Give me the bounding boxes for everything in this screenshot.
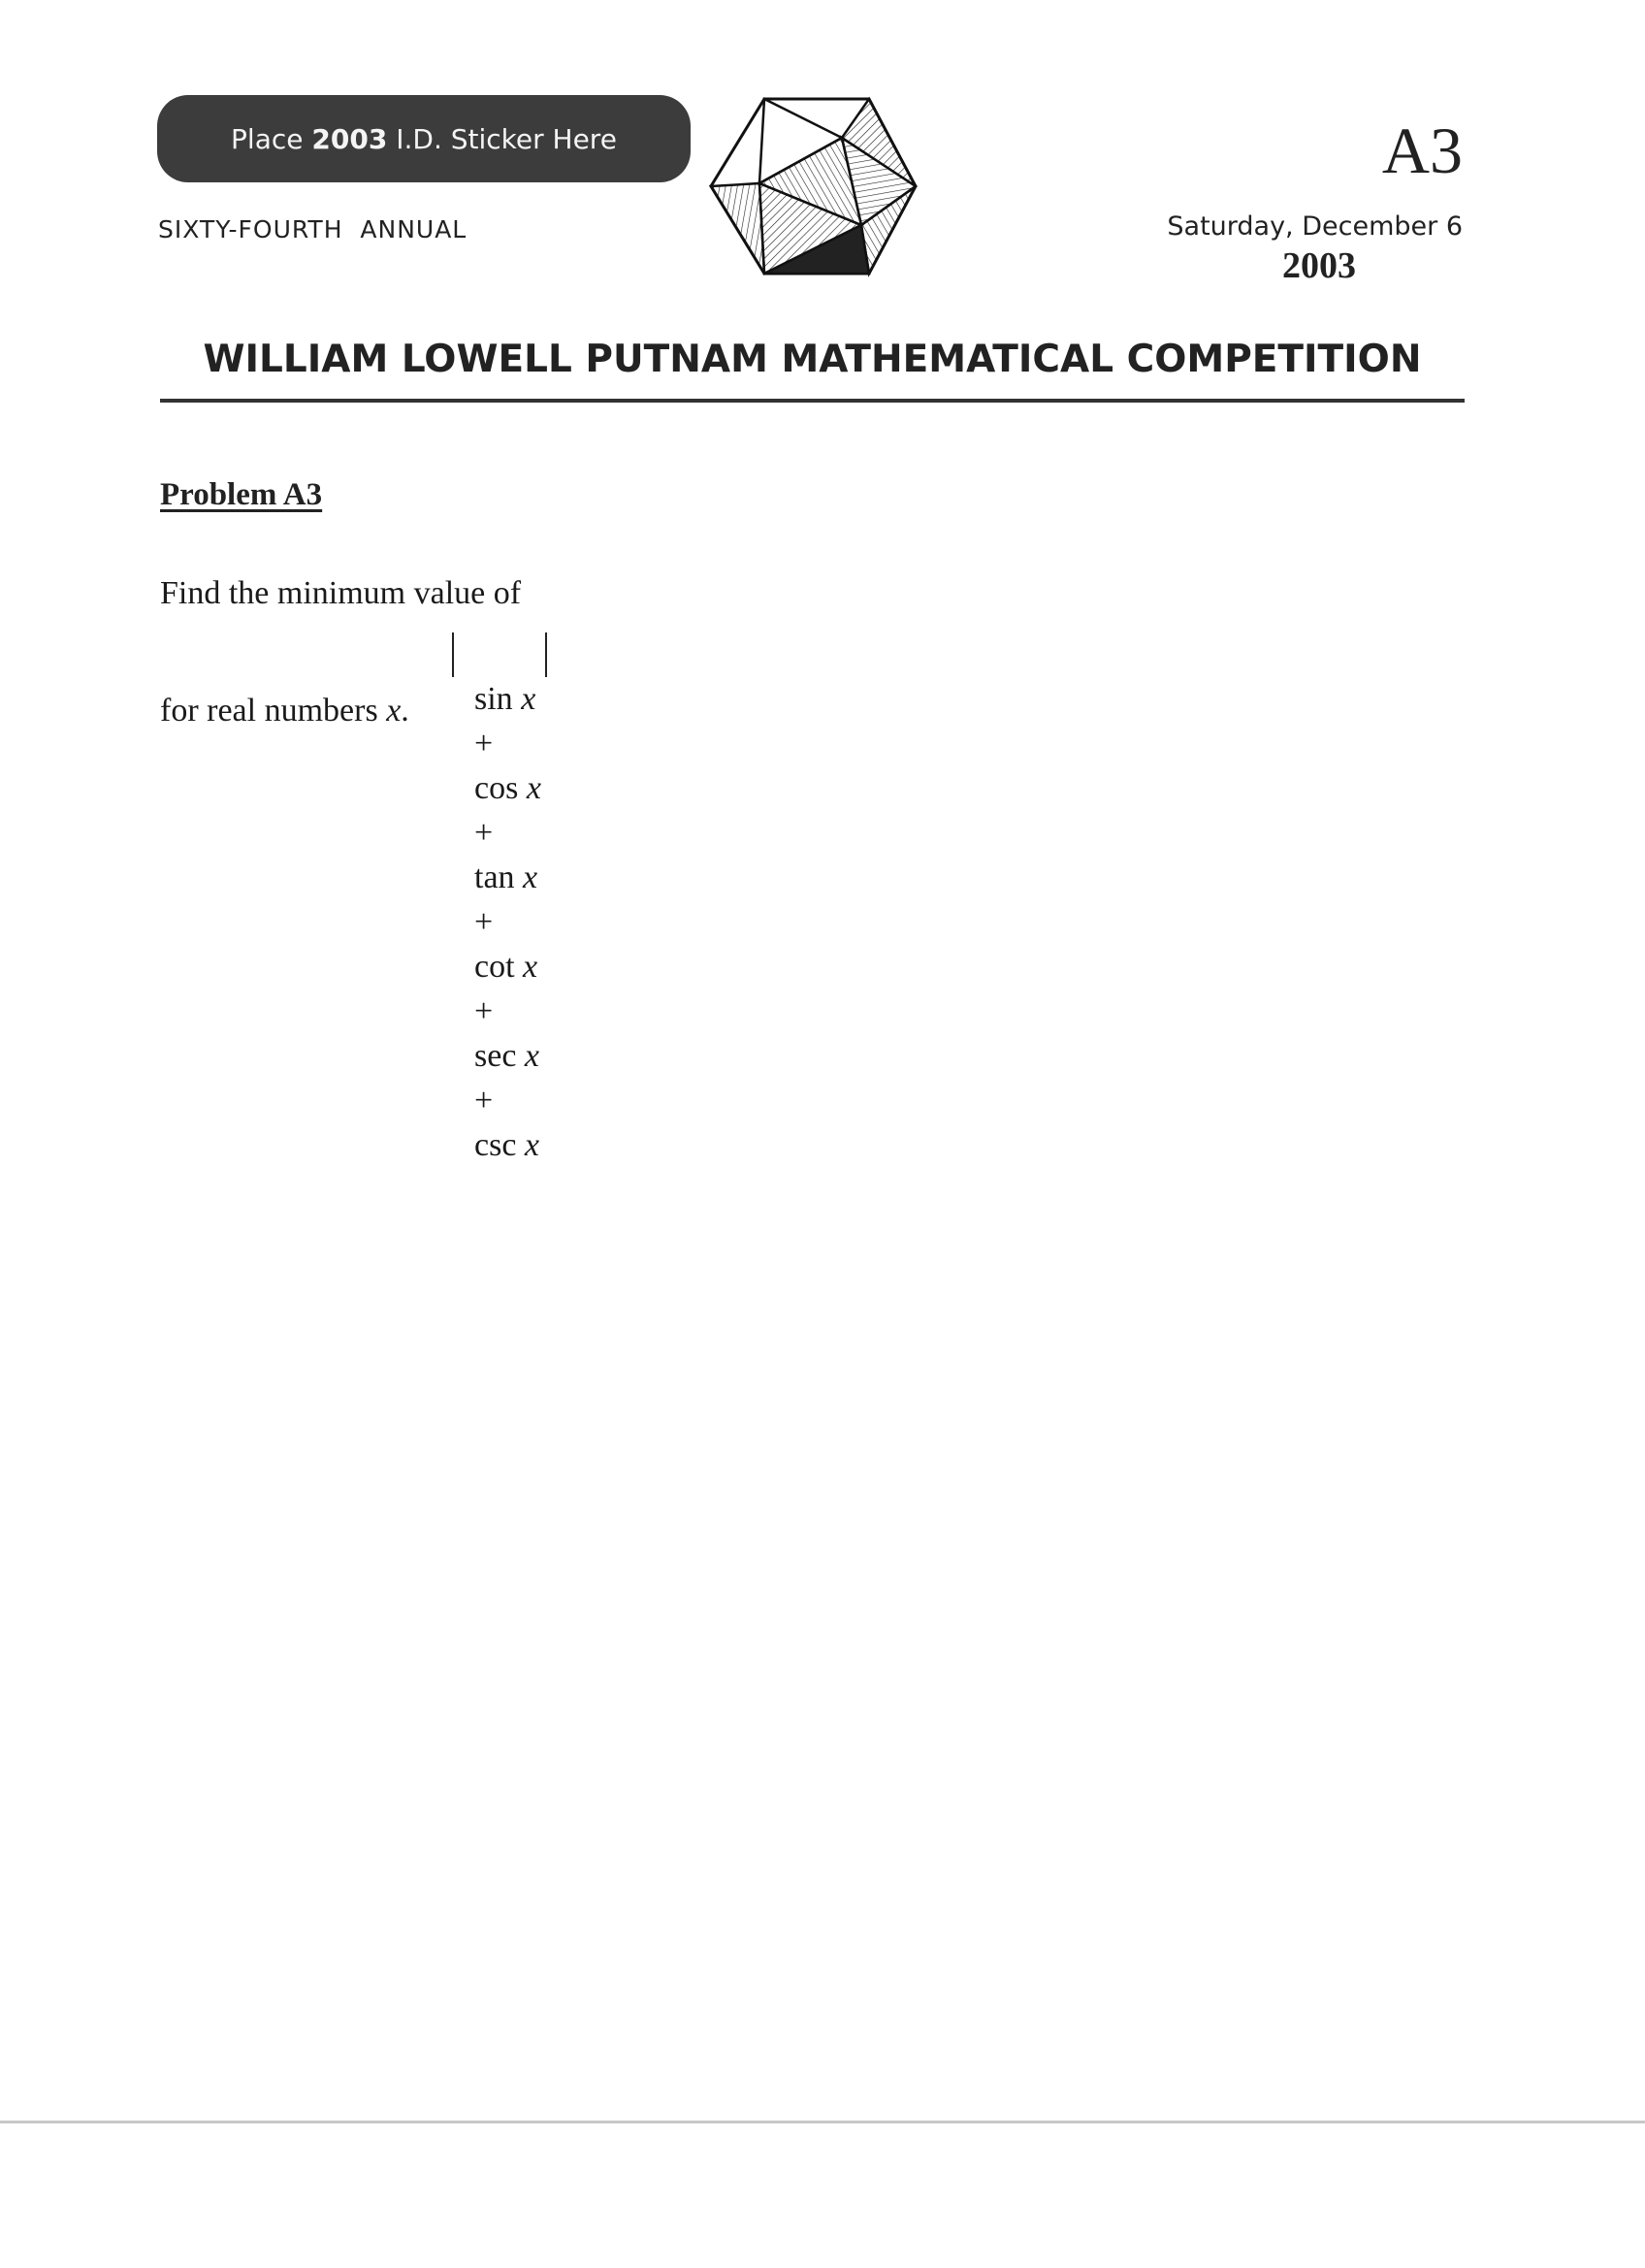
competition-title: WILLIAM LOWELL PUTNAM MATHEMATICAL COMPETITION — [203, 338, 1422, 381]
plus-op: + — [474, 993, 494, 1029]
term-sin: sin x — [474, 681, 536, 717]
term-cos: cos x — [474, 770, 541, 806]
sticker-suffix: I.D. Sticker Here — [387, 122, 617, 155]
exam-year: 2003 — [1282, 245, 1356, 286]
math-expression — [452, 632, 547, 1163]
sticker-year: 2003 — [311, 122, 388, 155]
annual-label: SIXTY-FOURTH ANNUAL — [158, 215, 468, 243]
title-rule — [160, 399, 1465, 403]
plus-op: + — [474, 1083, 494, 1118]
problem-outro: for real numbers x. — [160, 693, 409, 729]
exam-code: A3 — [1381, 113, 1463, 187]
page-edge-line — [0, 2121, 1645, 2123]
id-sticker-box — [157, 95, 691, 182]
term-sec: sec x — [474, 1038, 540, 1074]
polyhedron-logo-icon — [706, 94, 919, 278]
sticker-prefix: Place — [231, 122, 312, 155]
exam-date: Saturday, December 6 — [1167, 211, 1463, 242]
plus-op: + — [474, 815, 494, 851]
problem-heading: Problem A3 — [160, 477, 323, 512]
term-tan: tan x — [474, 859, 538, 895]
plus-op: + — [474, 904, 494, 940]
problem-intro: Find the minimum value of — [160, 575, 522, 611]
plus-op: + — [474, 726, 494, 761]
term-csc: csc x — [474, 1127, 540, 1163]
term-cot: cot x — [474, 949, 538, 985]
